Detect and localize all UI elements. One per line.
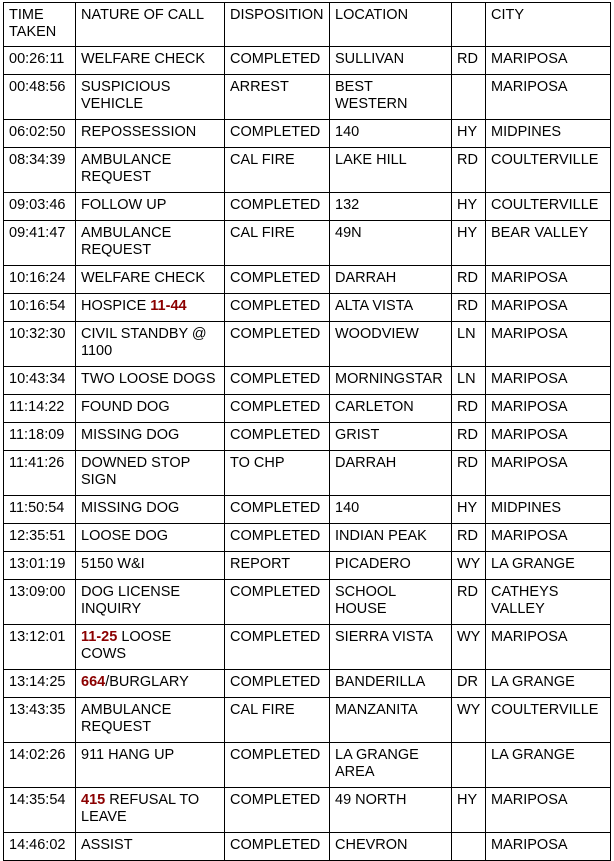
cell-street-suffix: DR bbox=[452, 670, 486, 698]
cell-nature bbox=[76, 670, 225, 698]
cell-street-suffix: RD bbox=[452, 395, 486, 423]
cell-disposition: COMPLETED bbox=[225, 670, 330, 698]
cell-street-suffix: HY bbox=[452, 193, 486, 221]
cell-time: 10:32:30 bbox=[4, 322, 76, 367]
cell-disposition: ARREST bbox=[225, 75, 330, 120]
cell-disposition: CAL FIRE bbox=[225, 221, 330, 266]
table-row bbox=[4, 266, 611, 294]
cell-city: MARIPOSA bbox=[486, 451, 611, 496]
table-row bbox=[4, 148, 611, 193]
cell-location: CHEVRON bbox=[330, 833, 452, 861]
cell-time: 11:50:54 bbox=[4, 496, 76, 524]
cell-disposition: COMPLETED bbox=[225, 193, 330, 221]
header-location: LOCATION bbox=[330, 3, 452, 47]
table-row bbox=[4, 423, 611, 451]
nature-text: LOOSE DOG bbox=[81, 528, 169, 544]
cell-disposition: COMPLETED bbox=[225, 47, 330, 75]
cell-city: MARIPOSA bbox=[486, 833, 611, 861]
cell-time: 10:43:34 bbox=[4, 367, 76, 395]
cell-street-suffix: WY bbox=[452, 625, 486, 670]
cell-street-suffix bbox=[452, 833, 486, 861]
nature-text: /BURGLARY bbox=[105, 674, 189, 690]
cell-nature bbox=[76, 625, 225, 670]
cell-street-suffix: RD bbox=[452, 580, 486, 625]
cell-street-suffix bbox=[452, 75, 486, 120]
cell-location: LAKE HILL bbox=[330, 148, 452, 193]
cell-city: MARIPOSA bbox=[486, 47, 611, 75]
nature-text: ASSIST bbox=[81, 837, 133, 853]
table-row bbox=[4, 833, 611, 861]
table-row bbox=[4, 580, 611, 625]
cell-disposition: COMPLETED bbox=[225, 423, 330, 451]
table-row bbox=[4, 120, 611, 148]
penal-code: 11-25 bbox=[81, 629, 118, 645]
cell-disposition: COMPLETED bbox=[225, 367, 330, 395]
table-row bbox=[4, 322, 611, 367]
cell-nature bbox=[76, 580, 225, 625]
cell-nature bbox=[76, 423, 225, 451]
cell-location: CARLETON bbox=[330, 395, 452, 423]
nature-text: CIVIL STANDBY @ 1100 bbox=[81, 326, 207, 359]
cell-street-suffix: RD bbox=[452, 294, 486, 322]
nature-text: DOWNED STOP SIGN bbox=[81, 455, 191, 488]
cell-location: ALTA VISTA bbox=[330, 294, 452, 322]
cell-street-suffix: RD bbox=[452, 266, 486, 294]
cell-city: MIDPINES bbox=[486, 496, 611, 524]
nature-text: LOOSE COWS bbox=[81, 629, 172, 662]
nature-text: WELFARE CHECK bbox=[81, 270, 206, 286]
cell-city: LA GRANGE bbox=[486, 670, 611, 698]
header-street-suffix bbox=[452, 3, 486, 47]
cell-location: SIERRA VISTA bbox=[330, 625, 452, 670]
cell-location: 132 bbox=[330, 193, 452, 221]
cell-nature bbox=[76, 294, 225, 322]
cell-street-suffix: RD bbox=[452, 148, 486, 193]
cell-location: SCHOOL HOUSE bbox=[330, 580, 452, 625]
header-time-taken: TIME TAKEN bbox=[4, 3, 76, 47]
table-row bbox=[4, 367, 611, 395]
cell-street-suffix: RD bbox=[452, 423, 486, 451]
cell-city: MARIPOSA bbox=[486, 788, 611, 833]
nature-text: FOUND DOG bbox=[81, 399, 170, 415]
cell-time: 11:14:22 bbox=[4, 395, 76, 423]
cell-time: 14:46:02 bbox=[4, 833, 76, 861]
nature-text: FOLLOW UP bbox=[81, 197, 167, 213]
cell-nature bbox=[76, 367, 225, 395]
cell-city: MARIPOSA bbox=[486, 75, 611, 120]
cell-street-suffix: LN bbox=[452, 367, 486, 395]
table-row bbox=[4, 496, 611, 524]
cell-street-suffix: HY bbox=[452, 788, 486, 833]
cell-time: 14:02:26 bbox=[4, 743, 76, 788]
cell-nature bbox=[76, 193, 225, 221]
table-row bbox=[4, 743, 611, 788]
table-row bbox=[4, 294, 611, 322]
cell-disposition: COMPLETED bbox=[225, 266, 330, 294]
cell-disposition: CAL FIRE bbox=[225, 698, 330, 743]
cell-city: MARIPOSA bbox=[486, 423, 611, 451]
table-row bbox=[4, 395, 611, 423]
cell-street-suffix bbox=[452, 743, 486, 788]
cell-time: 13:43:35 bbox=[4, 698, 76, 743]
cell-nature bbox=[76, 148, 225, 193]
nature-text: AMBULANCE REQUEST bbox=[81, 702, 172, 735]
cell-time: 13:09:00 bbox=[4, 580, 76, 625]
table-row bbox=[4, 193, 611, 221]
cell-location: PICADERO bbox=[330, 552, 452, 580]
cell-city: MARIPOSA bbox=[486, 266, 611, 294]
cell-time: 11:41:26 bbox=[4, 451, 76, 496]
cell-city: LA GRANGE bbox=[486, 552, 611, 580]
cell-street-suffix: RD bbox=[452, 524, 486, 552]
cell-street-suffix: LN bbox=[452, 322, 486, 367]
cell-nature bbox=[76, 788, 225, 833]
cell-location: BANDERILLA bbox=[330, 670, 452, 698]
cell-street-suffix: HY bbox=[452, 496, 486, 524]
cell-nature bbox=[76, 221, 225, 266]
cell-location: LA GRANGE AREA bbox=[330, 743, 452, 788]
cell-city: MARIPOSA bbox=[486, 322, 611, 367]
cell-disposition: COMPLETED bbox=[225, 743, 330, 788]
cell-disposition: COMPLETED bbox=[225, 833, 330, 861]
penal-code: 415 bbox=[81, 792, 106, 808]
cell-location: GRIST bbox=[330, 423, 452, 451]
nature-text: HOSPICE bbox=[81, 298, 151, 314]
table-header bbox=[4, 3, 611, 47]
table-row bbox=[4, 670, 611, 698]
cell-location: INDIAN PEAK bbox=[330, 524, 452, 552]
cell-nature bbox=[76, 496, 225, 524]
cell-time: 00:26:11 bbox=[4, 47, 76, 75]
nature-text: MISSING DOG bbox=[81, 500, 180, 516]
cell-nature bbox=[76, 120, 225, 148]
cell-location: WOODVIEW bbox=[330, 322, 452, 367]
cell-disposition: COMPLETED bbox=[225, 496, 330, 524]
cell-nature bbox=[76, 47, 225, 75]
header-city: CITY bbox=[486, 3, 611, 47]
cell-time: 09:03:46 bbox=[4, 193, 76, 221]
cell-location: 140 bbox=[330, 496, 452, 524]
cell-disposition: COMPLETED bbox=[225, 120, 330, 148]
nature-text: REPOSSESSION bbox=[81, 124, 197, 140]
cell-time: 10:16:54 bbox=[4, 294, 76, 322]
cell-time: 13:12:01 bbox=[4, 625, 76, 670]
cell-disposition: COMPLETED bbox=[225, 524, 330, 552]
table-row bbox=[4, 788, 611, 833]
cell-time: 13:01:19 bbox=[4, 552, 76, 580]
cell-city: MARIPOSA bbox=[486, 625, 611, 670]
cell-city: MIDPINES bbox=[486, 120, 611, 148]
cell-time: 14:35:54 bbox=[4, 788, 76, 833]
cell-time: 13:14:25 bbox=[4, 670, 76, 698]
cell-nature bbox=[76, 698, 225, 743]
cell-location: BEST WESTERN bbox=[330, 75, 452, 120]
cell-disposition: TO CHP bbox=[225, 451, 330, 496]
cell-location: 140 bbox=[330, 120, 452, 148]
cell-nature bbox=[76, 451, 225, 496]
cell-nature bbox=[76, 552, 225, 580]
cell-time: 10:16:24 bbox=[4, 266, 76, 294]
cell-location: SULLIVAN bbox=[330, 47, 452, 75]
cell-city: COULTERVILLE bbox=[486, 698, 611, 743]
cell-street-suffix: RD bbox=[452, 451, 486, 496]
table-row bbox=[4, 47, 611, 75]
cell-time: 12:35:51 bbox=[4, 524, 76, 552]
cell-time: 06:02:50 bbox=[4, 120, 76, 148]
nature-text: SUSPICIOUS VEHICLE bbox=[81, 79, 171, 112]
cell-time: 08:34:39 bbox=[4, 148, 76, 193]
nature-text: 911 HANG UP bbox=[81, 747, 175, 763]
cell-city: MARIPOSA bbox=[486, 524, 611, 552]
cell-disposition: COMPLETED bbox=[225, 788, 330, 833]
table-row bbox=[4, 625, 611, 670]
cell-disposition: COMPLETED bbox=[225, 625, 330, 670]
header-disposition: DISPOSITION bbox=[225, 3, 330, 47]
nature-text: AMBULANCE REQUEST bbox=[81, 225, 172, 258]
cell-disposition: COMPLETED bbox=[225, 322, 330, 367]
cell-disposition: REPORT bbox=[225, 552, 330, 580]
cell-city: COULTERVILLE bbox=[486, 148, 611, 193]
header-nature-of-call: NATURE OF CALL bbox=[76, 3, 225, 47]
cell-disposition: COMPLETED bbox=[225, 580, 330, 625]
nature-text: AMBULANCE REQUEST bbox=[81, 152, 172, 185]
cell-disposition: COMPLETED bbox=[225, 395, 330, 423]
cell-nature bbox=[76, 322, 225, 367]
cell-city: COULTERVILLE bbox=[486, 193, 611, 221]
table-row bbox=[4, 75, 611, 120]
cell-time: 09:41:47 bbox=[4, 221, 76, 266]
table-row bbox=[4, 524, 611, 552]
nature-text: DOG LICENSE INQUIRY bbox=[81, 584, 181, 617]
cell-location: 49 NORTH bbox=[330, 788, 452, 833]
cell-street-suffix: HY bbox=[452, 120, 486, 148]
cell-nature bbox=[76, 743, 225, 788]
header-row bbox=[4, 3, 611, 47]
cell-location: 49N bbox=[330, 221, 452, 266]
cell-time: 00:48:56 bbox=[4, 75, 76, 120]
cell-city: MARIPOSA bbox=[486, 395, 611, 423]
table-body bbox=[4, 47, 611, 861]
nature-text: WELFARE CHECK bbox=[81, 51, 206, 67]
penal-code: 11-44 bbox=[150, 298, 187, 314]
table-row bbox=[4, 552, 611, 580]
penal-code: 664 bbox=[81, 674, 106, 690]
table-row bbox=[4, 698, 611, 743]
cell-street-suffix: RD bbox=[452, 47, 486, 75]
nature-text: TWO LOOSE DOGS bbox=[81, 371, 216, 387]
cell-street-suffix: WY bbox=[452, 552, 486, 580]
cell-location: MORNINGSTAR bbox=[330, 367, 452, 395]
cell-street-suffix: HY bbox=[452, 221, 486, 266]
cell-street-suffix: WY bbox=[452, 698, 486, 743]
nature-text: MISSING DOG bbox=[81, 427, 180, 443]
cell-city: MARIPOSA bbox=[486, 294, 611, 322]
cell-nature bbox=[76, 833, 225, 861]
cell-nature bbox=[76, 524, 225, 552]
cell-time: 11:18:09 bbox=[4, 423, 76, 451]
cell-location: DARRAH bbox=[330, 451, 452, 496]
nature-text: 5150 W&I bbox=[81, 556, 145, 572]
nature-text: REFUSAL TO LEAVE bbox=[81, 792, 200, 825]
cell-location: DARRAH bbox=[330, 266, 452, 294]
cell-city: MARIPOSA bbox=[486, 367, 611, 395]
cell-nature bbox=[76, 266, 225, 294]
cell-city: BEAR VALLEY bbox=[486, 221, 611, 266]
cell-disposition: COMPLETED bbox=[225, 294, 330, 322]
cell-location: MANZANITA bbox=[330, 698, 452, 743]
call-log-table bbox=[3, 2, 611, 861]
cell-city: CATHEYS VALLEY bbox=[486, 580, 611, 625]
cell-nature bbox=[76, 395, 225, 423]
cell-disposition: CAL FIRE bbox=[225, 148, 330, 193]
cell-city: LA GRANGE bbox=[486, 743, 611, 788]
cell-nature bbox=[76, 75, 225, 120]
table-row bbox=[4, 451, 611, 496]
table-row bbox=[4, 221, 611, 266]
